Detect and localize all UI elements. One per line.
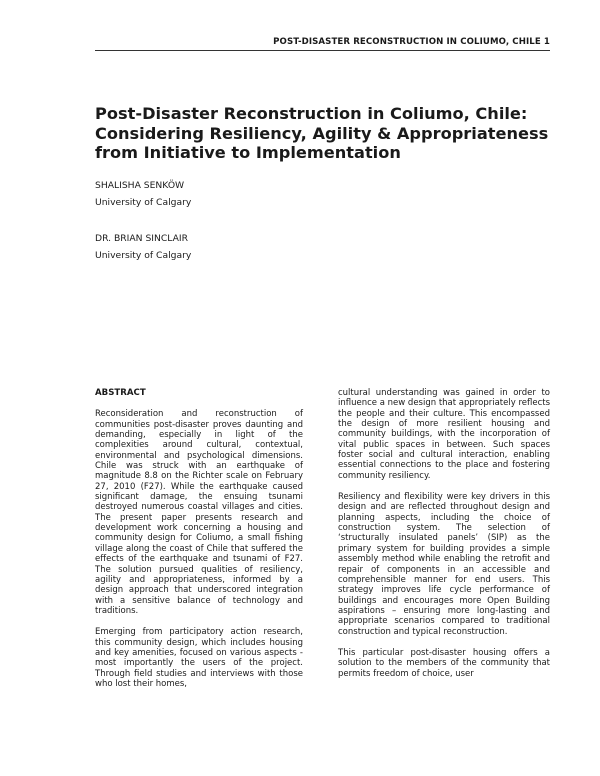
- abstract-paragraph: This particular post-disaster housing offers a solution to the members of the community that permits freedom of choice, user: [338, 647, 550, 679]
- abstract-left-column: [95, 388, 303, 700]
- author-affiliation-1: University of Calgary: [95, 197, 192, 208]
- author-name-1: SHALISHA SENKÖW: [95, 180, 185, 191]
- author-affiliation-2: University of Calgary: [95, 250, 192, 261]
- abstract-paragraph: Resiliency and flexibility were key drivers in this design and are reflected throughout design and planning aspects, including the choice of construction system. The selection of ‘structurally insulated panels’ (SIP) as the primary system for building provides a simple assembly method while enabling the retrofit and repair of components in an accessible and comprehensible manner for end users. This strategy improves life cycle performance of buildings and encourages more Open Building aspirations – ensuring more long-lasting and appropriate scenarios compared to traditional construction and typical reconstruction.: [338, 492, 550, 637]
- abstract-right-column: [338, 388, 550, 690]
- running-header: POST-DISASTER RECONSTRUCTION IN COLIUMO, CHILE 1: [95, 37, 550, 51]
- author-name-2: DR. BRIAN SINCLAIR: [95, 233, 188, 244]
- paper-title: [95, 104, 565, 163]
- abstract-paragraph: cultural understanding was gained in order to influence a new design that appropriately reflects the people and their culture. This encompassed the design of more resilient housing and community buildings, with the incorporation of vital public spaces in between. Such spaces foster social and cultural interaction, enabling essential connections to the place and fostering community resiliency.: [338, 388, 550, 481]
- title-line-1: Post-Disaster Reconstruction in Coliumo, Chile:: [95, 104, 528, 123]
- abstract-paragraph: Emerging from participatory action research, this community design, which includes housing and key amenities, focused on various aspects - most importantly the users of the project. Through field studies and interviews with those who lost their homes,: [95, 627, 303, 689]
- title-subtitle: Considering Resiliency, Agility & Appropriateness from Initiative to Implementation: [95, 123, 549, 162]
- abstract-paragraph: Reconsideration and reconstruction of communities post-disaster proves daunting and demanding, especially in light of the complexities around cultural, contextual, environmental and psychological dimensions. Chile was struck with an earthquake of magnitude 8.8 on the Richter scale on February 27, 2010 (F27). While the earthquake caused significant damage, the ensuing tsunami destroyed numerous coastal villages and cities. The present paper presents research and development work concerning a housing and community design for Coliumo, a small fishing village along the coast of Chile that suffered the effects of the earthquake and tsunami of F27. The solution pursued qualities of resiliency, agility and appropriateness, informed by a design approach that underscored integration with a sensitive balance of technology and traditions.: [95, 409, 303, 616]
- abstract-heading: ABSTRACT: [95, 388, 146, 398]
